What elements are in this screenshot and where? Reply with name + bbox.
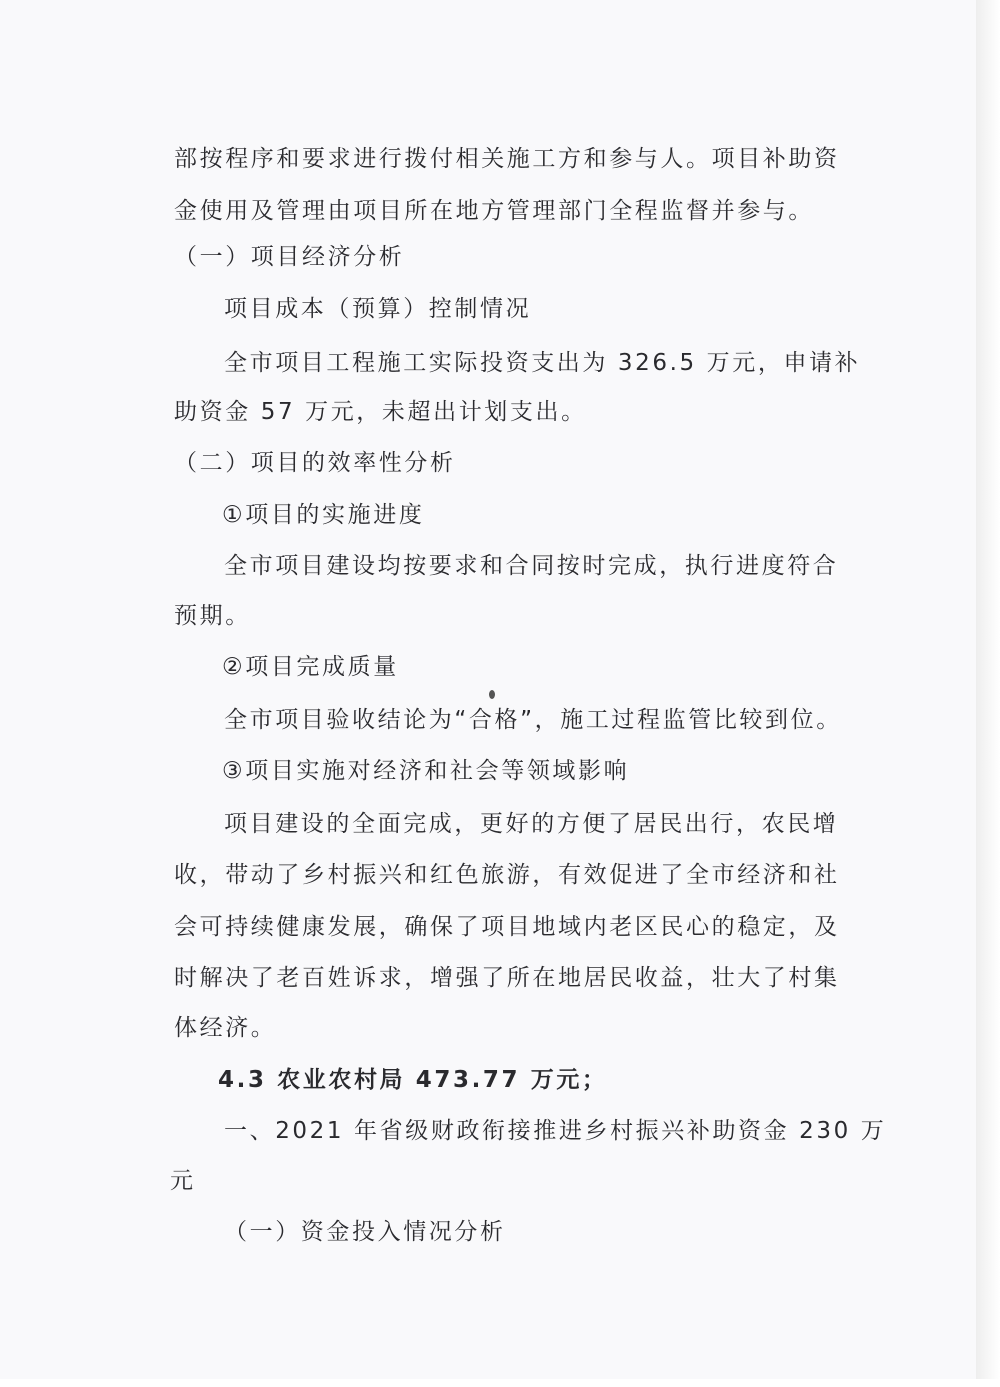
sub-heading: 项目成本（预算）控制情况 (224, 296, 532, 322)
sub-heading: ②项目完成质量 (222, 654, 399, 680)
section-heading: （一）项目经济分析 (174, 244, 405, 270)
section-heading: （一）资金投入情况分析 (224, 1219, 506, 1245)
sub-heading: ③项目实施对经济和社会等领域影响 (222, 758, 630, 784)
paragraph-line: 元 (170, 1168, 196, 1194)
paragraph-line: 预期。 (174, 603, 251, 629)
paragraph-line: 会可持续健康发展，确保了项目地域内老区民心的稳定，及 (174, 914, 840, 940)
paragraph-line: 全市项目工程施工实际投资支出为 326.5 万元，申请补 (224, 350, 861, 376)
paragraph-line: 体经济。 (174, 1015, 277, 1041)
paragraph-line: 项目建设的全面完成，更好的方便了居民出行，农民增 (224, 811, 839, 837)
paragraph-line: 全市项目建设均按要求和合同按时完成，执行进度符合 (224, 553, 839, 579)
paragraph-line: 一、2021 年省级财政衔接推进乡村振兴补助资金 230 万 (224, 1118, 887, 1144)
scan-edge-bottom (0, 1379, 1000, 1387)
scan-edge (976, 0, 1000, 1387)
paragraph-line: 收，带动了乡村振兴和红色旅游，有效促进了全市经济和社 (174, 862, 840, 888)
chapter-heading: 4.3 农业农村局 473.77 万元； (218, 1067, 608, 1093)
paragraph-line: 时解决了老百姓诉求，增强了所在地居民收益，壮大了村集 (174, 965, 840, 991)
paragraph-line: 金使用及管理由项目所在地方管理部门全程监督并参与。 (174, 198, 814, 224)
paragraph-line: 全市项目验收结论为“合格”，施工过程监管比较到位。 (224, 707, 842, 733)
paragraph-line: 部按程序和要求进行拨付相关施工方和参与人。项目补助资 (174, 146, 840, 172)
sub-heading: ①项目的实施进度 (222, 502, 425, 528)
section-heading: （二）项目的效率性分析 (174, 450, 456, 476)
scan-speck (489, 690, 495, 699)
paragraph-line: 助资金 57 万元，未超出计划支出。 (174, 399, 587, 425)
